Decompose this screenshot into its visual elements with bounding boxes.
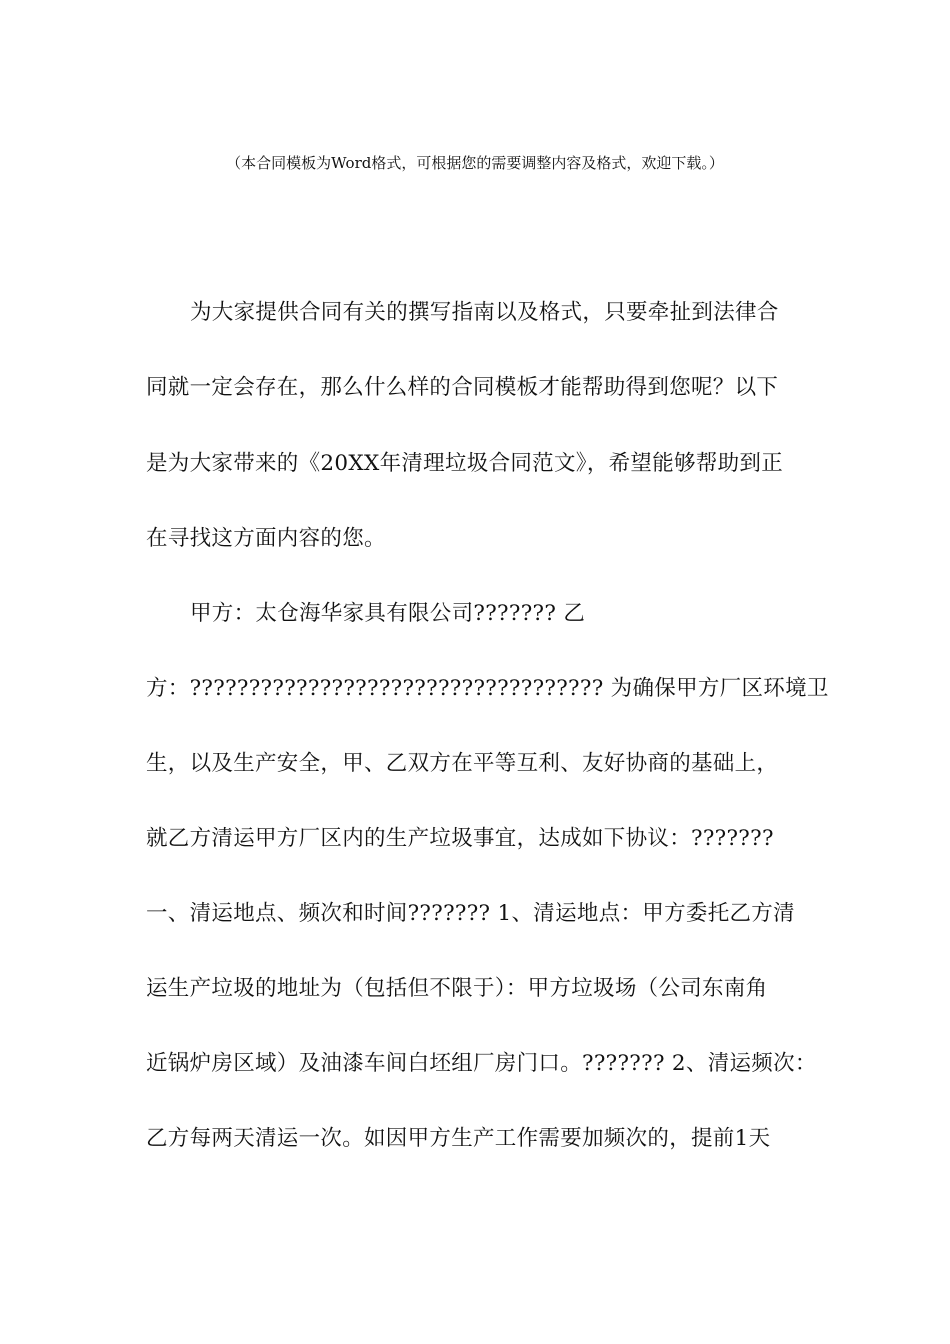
paragraph-line: 方：??????????????????????????????????? 为确保甲方厂区环境卫 [146, 676, 829, 701]
paragraph-line: 是为大家带来的《20XX年清理垃圾合同范文》，希望能够帮助到正 [146, 451, 784, 476]
paragraph-line: 乙方每两天清运一次。如因甲方生产工作需要加频次的，提前1天 [146, 1126, 771, 1151]
paragraph-line: 甲方：太仓海华家具有限公司??????? 乙 [190, 601, 586, 626]
paragraph-line: 生，以及生产安全，甲、乙双方在平等互利、友好协商的基础上， [146, 751, 779, 776]
paragraph-line: 运生产垃圾的地址为（包括但不限于）：甲方垃圾场（公司东南角 [146, 976, 768, 1001]
paragraph-line: 同就一定会存在，那么什么样的合同模板才能帮助得到您呢？以下 [146, 375, 779, 400]
paragraph-line: 近锅炉房区域）及油漆车间白坯组厂房门口。??????? 2、清运频次： [146, 1051, 817, 1076]
paragraph-line: 在寻找这方面内容的您。 [146, 526, 386, 551]
template-note: （本合同模板为Word格式，可根据您的需要调整内容及格式，欢迎下载。） [226, 154, 724, 172]
paragraph-line: 就乙方清运甲方厂区内的生产垃圾事宜，达成如下协议：??????? [146, 826, 774, 851]
paragraph-line: 为大家提供合同有关的撰写指南以及格式，只要牵扯到法律合 [190, 300, 779, 325]
paragraph-line: 一、清运地点、频次和时间??????? 1、清运地点：甲方委托乙方清 [146, 901, 795, 926]
